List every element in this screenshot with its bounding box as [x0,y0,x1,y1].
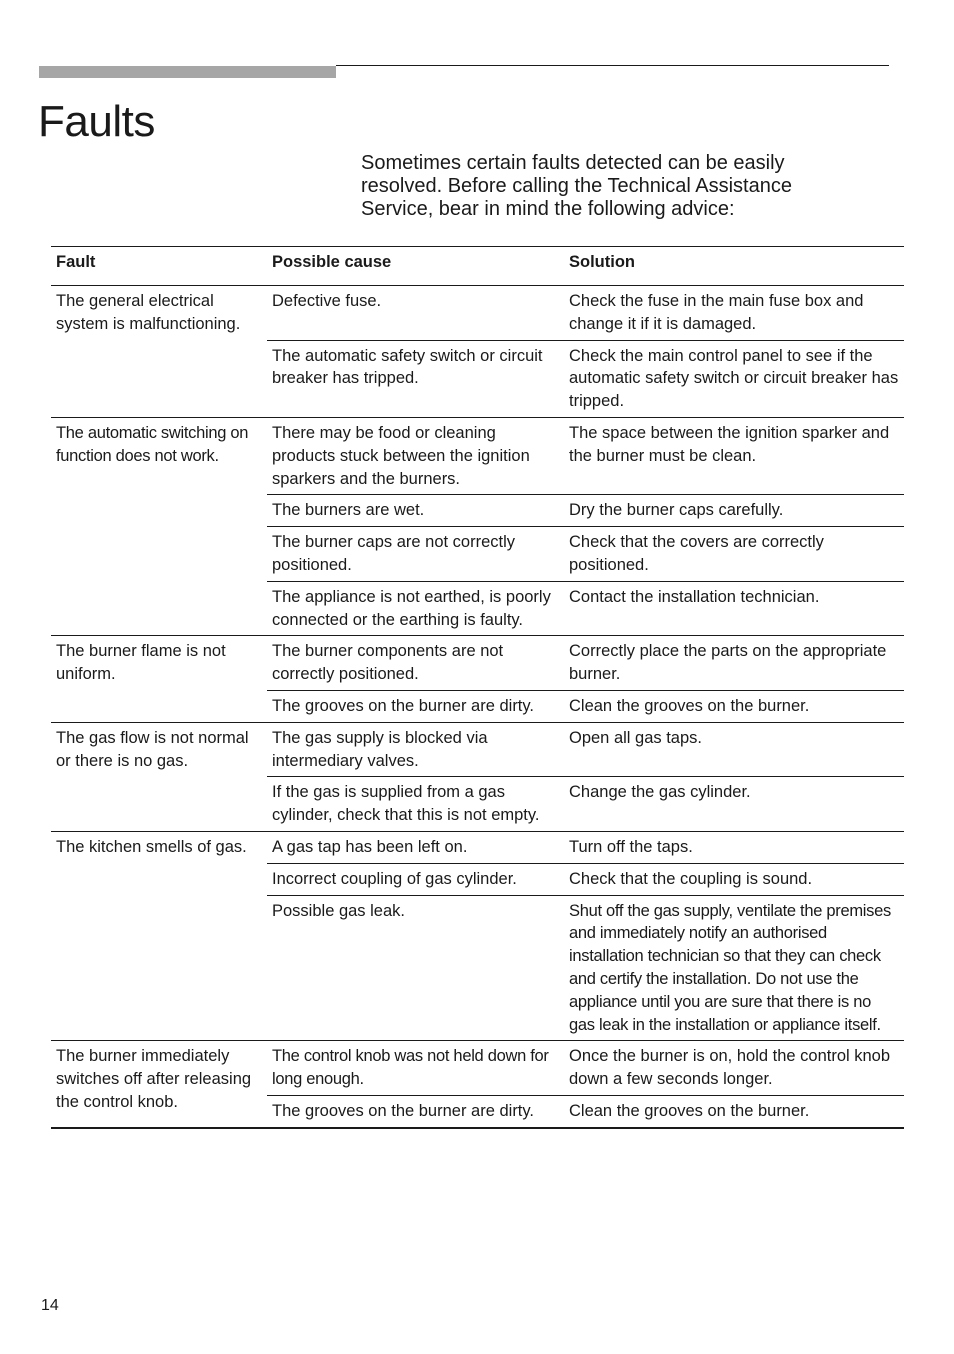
solution-cell: Clean the grooves on the burner. [564,690,904,722]
faults-table [51,246,904,1129]
cause-cell: Defective fuse. [267,286,564,341]
page-title: Faults [38,97,155,146]
solution-cell: Dry the burner caps carefully. [564,495,904,527]
fault-cell: The burner flame is not uniform. [51,636,267,722]
fault-cell: The burner immediately switches off after releasing the control knob. [51,1041,267,1128]
solution-cell: Check that the coupling is sound. [564,863,904,895]
cause-cell: A gas tap has been left on. [267,831,564,863]
cause-cell: The burners are wet. [267,495,564,527]
solution-cell: Clean the grooves on the burner. [564,1095,904,1127]
cause-cell: There may be food or cleaning products stuck between the ignition sparkers and the burners. [267,417,564,494]
table-row [51,286,904,341]
cause-cell: Possible gas leak. [267,895,564,1041]
solution-cell: Check the fuse in the main fuse box and change it if it is damaged. [564,286,904,341]
intro-text: Sometimes certain faults detected can be easily resolved. Before calling the Technical Assistance Service, bear in mind the following advice: [361,152,792,220]
header-cause: Possible cause [267,247,564,286]
fault-cell: The general electrical system is malfunctioning. [51,286,267,418]
cause-cell: Incorrect coupling of gas cylinder. [267,863,564,895]
table-header-row [51,247,904,286]
header-rule [336,65,889,66]
solution-cell: Change the gas cylinder. [564,777,904,832]
cause-cell: The gas supply is blocked via intermediary valves. [267,722,564,777]
solution-cell: Check the main control panel to see if the automatic safety switch or circuit breaker has tripped. [564,340,904,417]
solution-cell: Once the burner is on, hold the control knob down a few seconds longer. [564,1041,904,1096]
cause-cell: If the gas is supplied from a gas cylinder, check that this is not empty. [267,777,564,832]
solution-cell: The space between the ignition sparker and the burner must be clean. [564,417,904,494]
fault-cell: The kitchen smells of gas. [51,831,267,1040]
header-fault: Fault [51,247,267,286]
table-row [51,1041,904,1096]
solution-cell: Contact the installation technician. [564,581,904,636]
solution-cell: Shut off the gas supply, ventilate the premises and immediately notify an authorised installation technician so that they can check and certify the installation. Do not use the appliance until you are sure that there is no gas leak in the installation or appliance itself. [564,895,904,1041]
cause-cell: The automatic safety switch or circuit breaker has tripped. [267,340,564,417]
solution-cell: Turn off the taps. [564,831,904,863]
solution-cell: Correctly place the parts on the appropriate burner. [564,636,904,691]
fault-cell: The automatic switching on function does not work. [51,417,267,635]
cause-cell: The burner components are not correctly positioned. [267,636,564,691]
solution-cell: Check that the covers are correctly positioned. [564,527,904,582]
cause-cell: The grooves on the burner are dirty. [267,1095,564,1127]
table-row [51,636,904,691]
table-row [51,722,904,777]
solution-cell: Open all gas taps. [564,722,904,777]
cause-cell: The appliance is not earthed, is poorly connected or the earthing is faulty. [267,581,564,636]
page-number: 14 [41,1297,59,1314]
table-row [51,831,904,863]
cause-cell: The control knob was not held down for long enough. [267,1041,564,1096]
header-bar-thick [39,66,336,78]
fault-cell: The gas flow is not normal or there is no gas. [51,722,267,831]
cause-cell: The burner caps are not correctly positioned. [267,527,564,582]
header-solution: Solution [564,247,904,286]
table-row [51,417,904,494]
cause-cell: The grooves on the burner are dirty. [267,690,564,722]
